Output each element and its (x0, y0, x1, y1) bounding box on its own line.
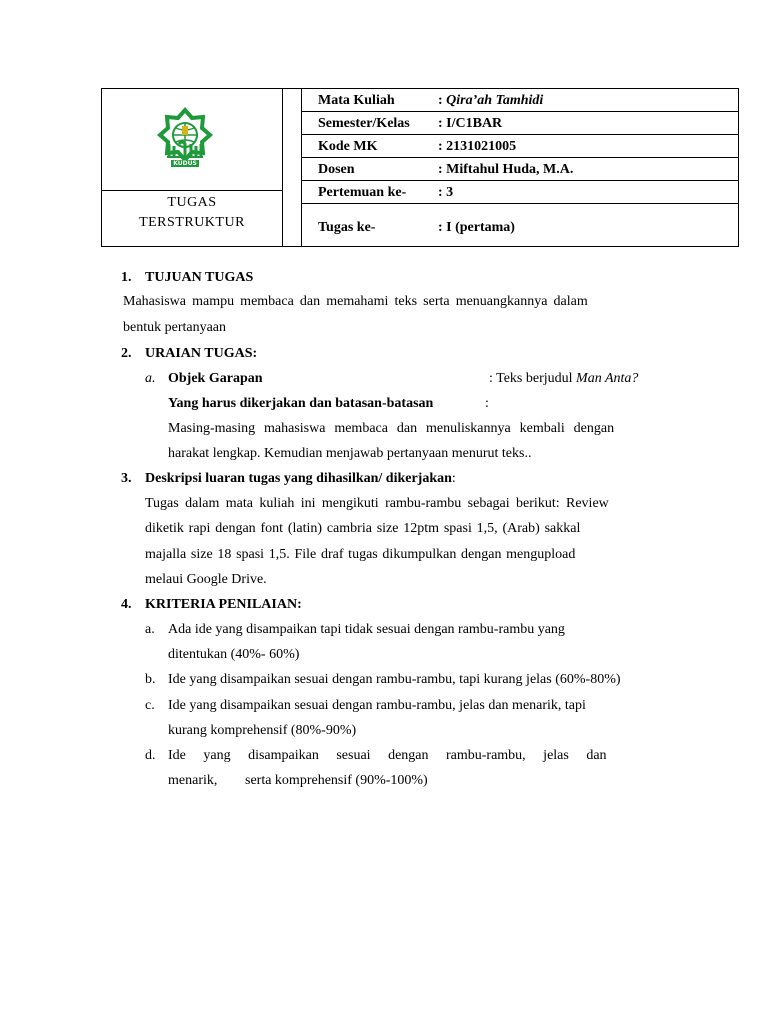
section-3-text-line1: Tugas dalam mata kuliah ini mengikuti rambu-rambu sebagai berikut: Review (145, 496, 609, 511)
meeting-value: : 3 (438, 185, 454, 200)
semester-value: : I/C1BAR (438, 116, 503, 131)
course-label: Mata Kuliah (318, 93, 395, 108)
section-3-text-line3: majalla size 18 spasi 1,5. File draf tugas dikumpulkan dengan mengupload (145, 547, 576, 562)
section-1-title: TUJUAN TUGAS (145, 270, 254, 285)
section-4-title: KRITERIA PENILAIAN: (145, 597, 302, 612)
task-number-label: Tugas ke- (318, 220, 376, 235)
course-name: Qira’ah Tamhidi (446, 93, 544, 108)
logo-text: KUDUS (173, 160, 197, 167)
course-code-label: Kode MK (318, 139, 378, 154)
document-type-line2: TERSTRUKTUR (139, 215, 245, 230)
section-3-number: 3. (121, 471, 132, 486)
semester-label: Semester/Kelas (318, 116, 410, 131)
document-type (101, 193, 283, 233)
work-colon: : (485, 396, 489, 411)
document-type-line1: TUGAS (167, 195, 217, 210)
meeting-label: Pertemuan ke- (318, 185, 407, 200)
section-3-text-line4: melaui Google Drive. (145, 572, 267, 587)
section-3-title: Deskripsi luaran tugas yang dihasilkan/ dikerjakan: (145, 471, 456, 486)
lecturer-label: Dosen (318, 162, 355, 177)
lecturer-value: : Miftahul Huda, M.A. (438, 162, 574, 177)
object-value: : Teks berjudul Man Anta? (489, 371, 639, 386)
section-1-number: 1. (121, 270, 132, 285)
task-number-value: : I (pertama) (438, 220, 515, 235)
section-1-text-line2: bentuk pertanyaan (123, 320, 227, 335)
criteria-a-line2: ditentukan (40%- 60%) (168, 647, 300, 662)
object-label: Objek Garapan (168, 371, 263, 386)
section-3-text-line2: diketik rapi dengan font (latin) cambria size 12ptm spasi 1,5, (Arab) sakkal (145, 521, 581, 536)
criteria-b-marker: b. (145, 672, 156, 687)
work-desc-line1: Masing-masing mahasiswa membaca dan menuliskannya kembali dengan (168, 421, 615, 436)
text-title: Man Anta? (576, 371, 639, 386)
criteria-a-marker: a. (145, 622, 155, 637)
course-value: : Qira’ah Tamhidi (438, 93, 544, 108)
iain-kudus-logo (155, 104, 215, 180)
section-2-number: 2. (121, 346, 132, 361)
criteria-c-line2: kurang komprehensif (80%-90%) (168, 723, 357, 738)
criteria-b-line1: Ide yang disampaikan sesuai dengan rambu-rambu, tapi kurang jelas (60%-80%) (168, 672, 621, 687)
criteria-c-line1: Ide yang disampaikan sesuai dengan rambu-rambu, jelas dan menarik, tapi (168, 698, 586, 713)
section-2-item-a-marker: a. (145, 371, 156, 386)
section-4-number: 4. (121, 597, 132, 612)
criteria-d-marker: d. (145, 748, 156, 763)
criteria-d-line2b: serta komprehensif (90%-100%) (245, 773, 428, 788)
section-1-text-line1: Mahasiswa mampu membaca dan memahami teks serta menuangkannya dalam (123, 294, 588, 309)
work-label: Yang harus dikerjakan dan batasan-batasan (168, 396, 434, 411)
logo-emblem-icon (155, 104, 215, 180)
work-desc-line2: harakat lengkap. Kemudian menjawab pertanyaan menurut teks.. (168, 446, 532, 461)
section-2-title: URAIAN TUGAS: (145, 346, 258, 361)
criteria-c-marker: c. (145, 698, 155, 713)
course-code-value: : 2131021005 (438, 139, 517, 154)
criteria-a-line1: Ada ide yang disampaikan tapi tidak sesuai dengan rambu-rambu yang (168, 622, 565, 637)
criteria-d-line1: Ide yang disampaikan sesuai dengan rambu-rambu, jelas dan (168, 748, 607, 763)
criteria-d-line2a: menarik, (168, 773, 218, 788)
